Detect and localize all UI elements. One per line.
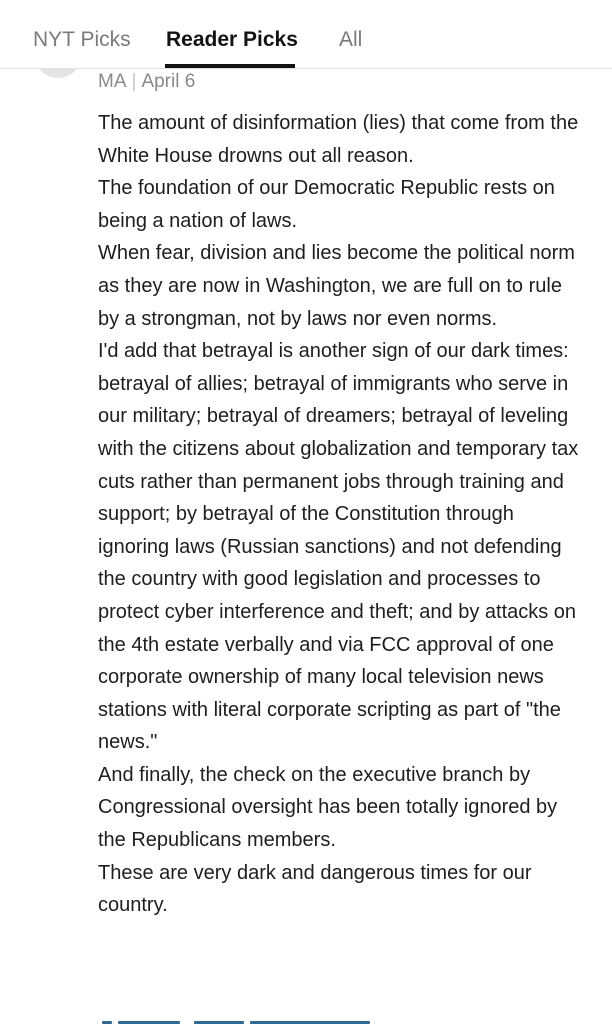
comment-body	[98, 107, 582, 922]
comment-tabs	[0, 0, 612, 69]
comment-paragraph: When fear, division and lies become the political norm as they are now in Washington, we are full on to rule by a strongman, not by laws nor even norms.	[98, 242, 575, 330]
tab-reader-picks[interactable]: Reader Picks	[166, 28, 298, 51]
tab-all[interactable]: All	[339, 28, 363, 51]
replies-link-cutoff[interactable]	[98, 1012, 398, 1024]
meta-separator: |	[131, 71, 137, 92]
comment-paragraph: The foundation of our Democratic Republic rests on being a nation of laws.	[98, 177, 555, 232]
comment-meta	[98, 70, 195, 94]
comment-location: MA	[98, 71, 127, 92]
comment-date: April 6	[141, 71, 196, 92]
comment-paragraph: And finally, the check on the executive branch by Congressional oversight has been totally ignored by the Republicans members.	[98, 763, 558, 852]
comment-paragraph: These are very dark and dangerous times for our country.	[98, 861, 532, 917]
tab-nyt-picks[interactable]: NYT Picks	[33, 28, 131, 51]
comment-paragraph: I'd add that betrayal is another sign of our dark times: betrayal of allies; betrayal of immigrants who serve in our military; betrayal of dreamers; betrayal of leveling with the citizens about globalization and temporary tax cuts rather than permanent jobs through training and support; by betrayal of the Constitution through ignoring laws (Russian sanctions) and not defending the country with good legislation and processes to protect cyber interference and theft; and by attacks on the 4th estate verbally and via FCC approval of one corporate ownership of many local television news stations with literal corporate scripting as part of "the news."	[98, 340, 579, 754]
active-tab-indicator	[165, 64, 295, 68]
comment-paragraph: The amount of disinformation (lies) that come from the White House drowns out all reason.	[98, 112, 579, 167]
